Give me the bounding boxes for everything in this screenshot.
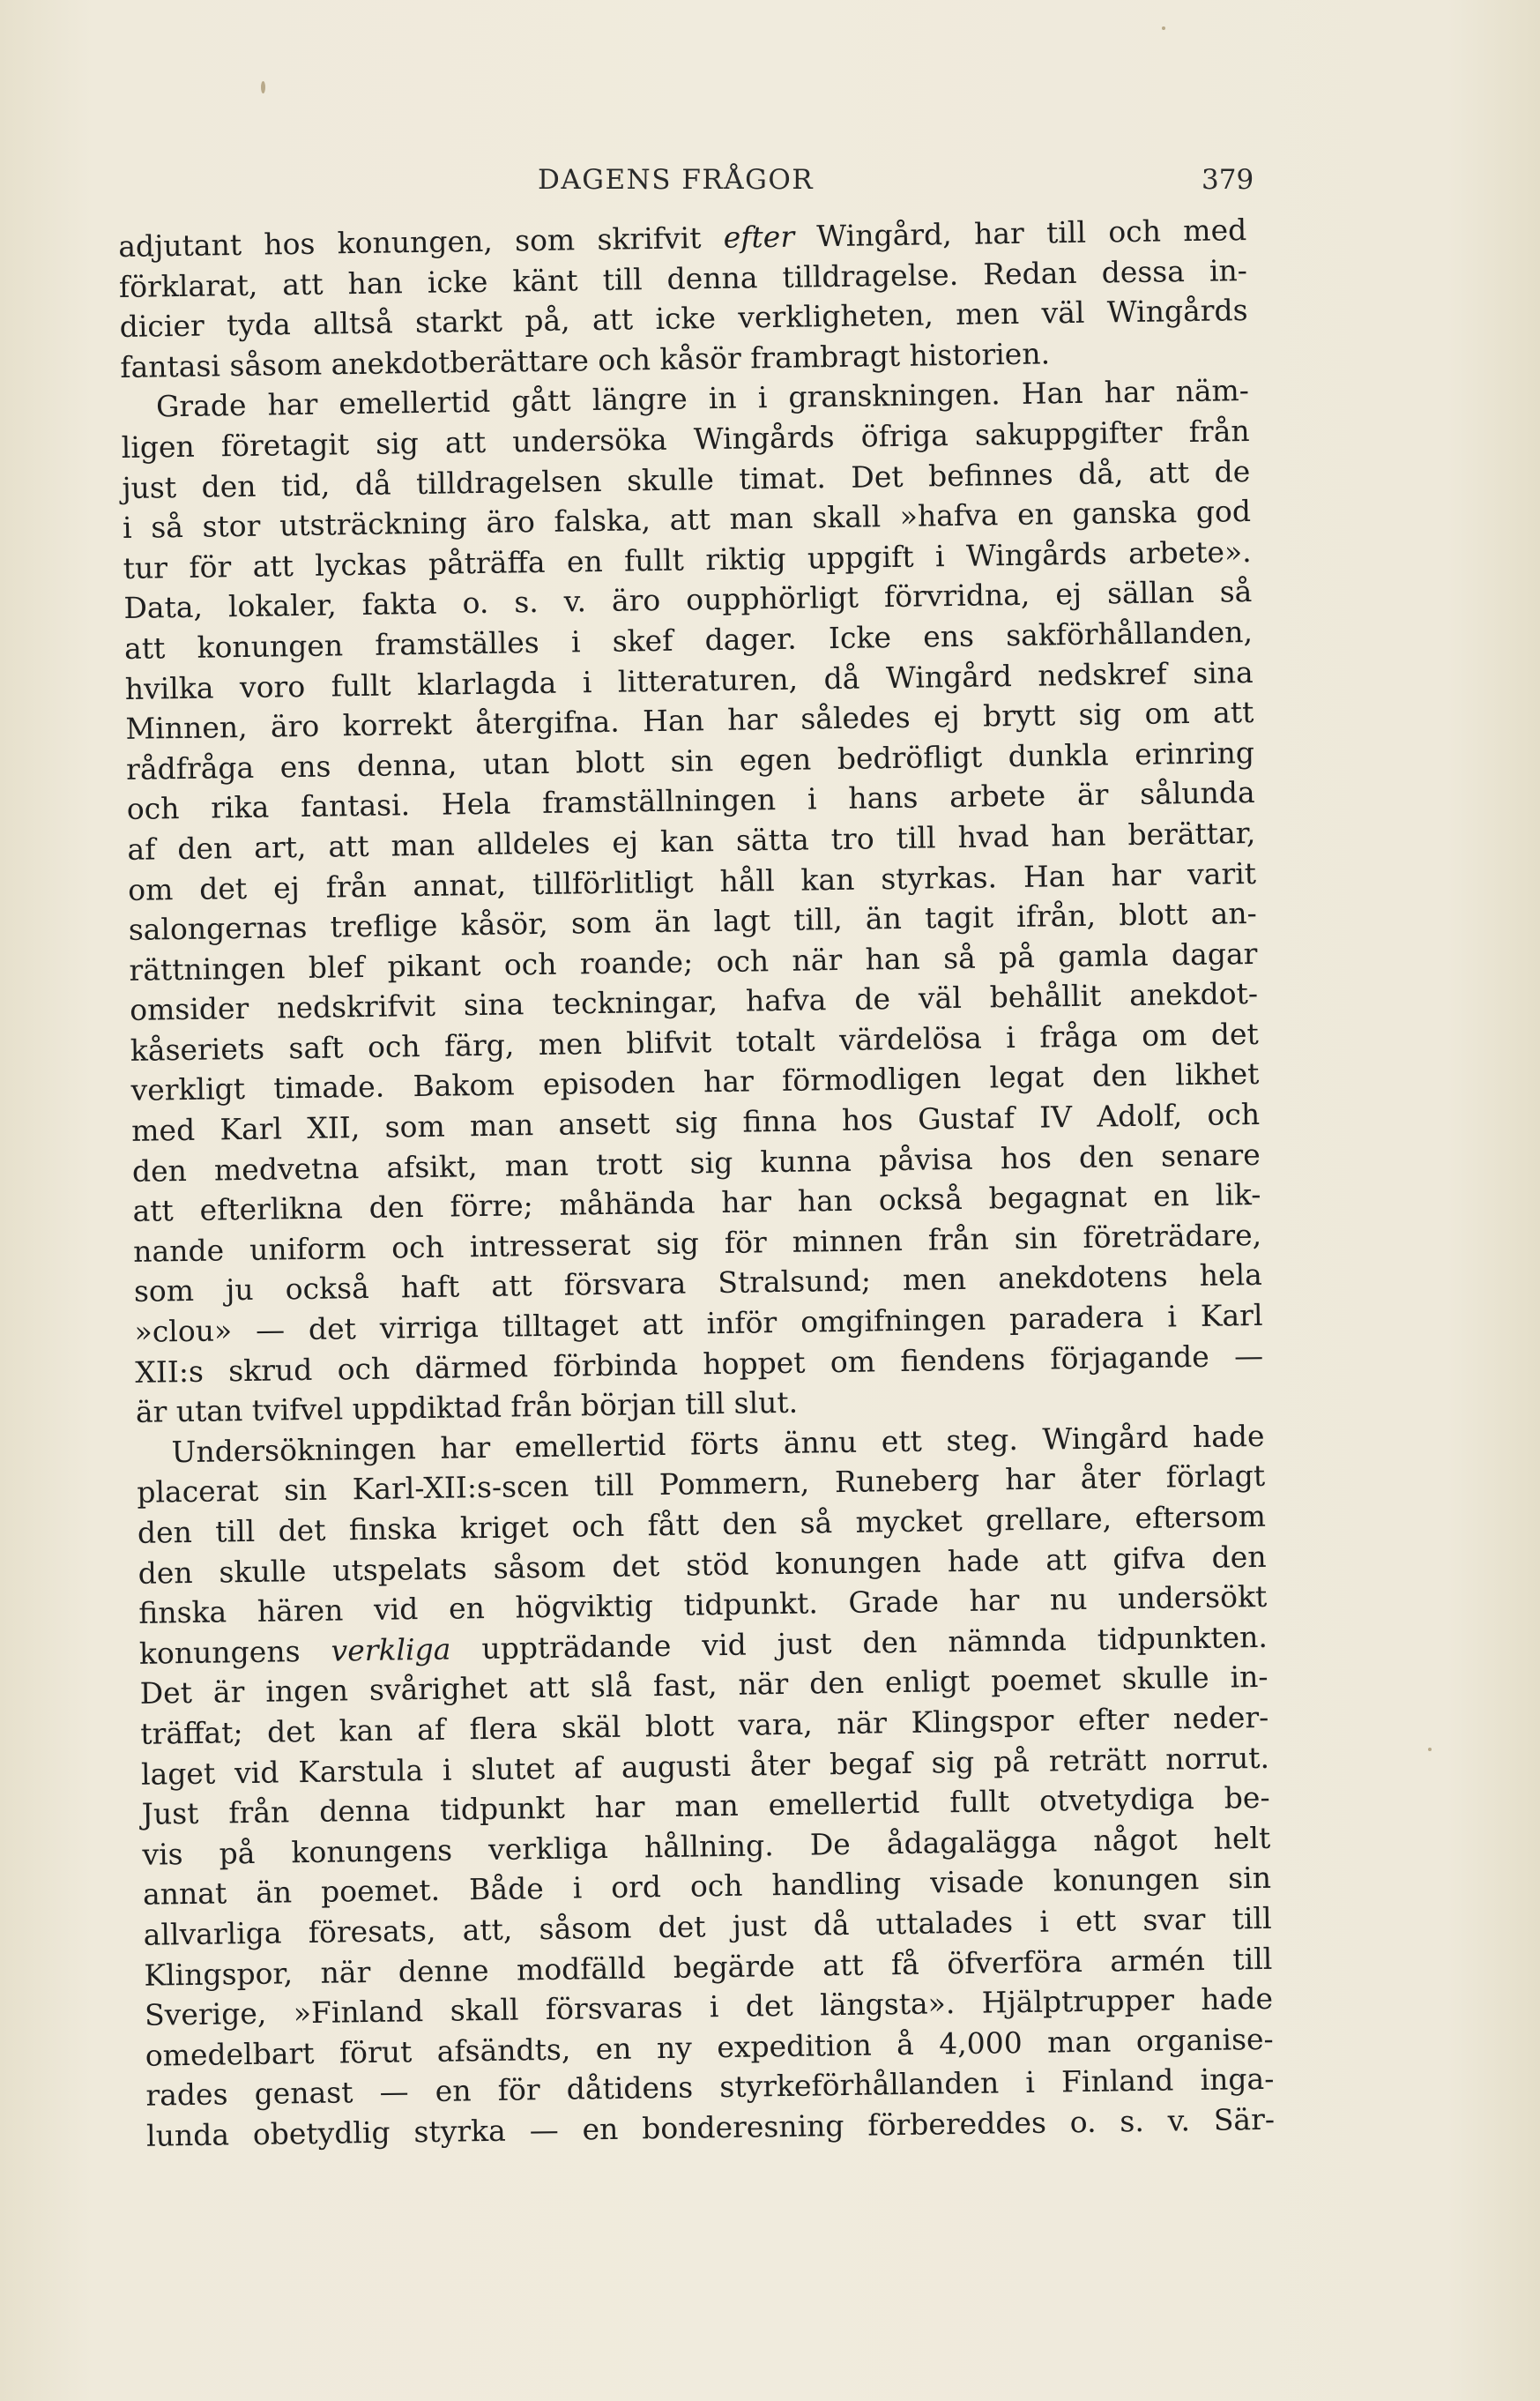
text-segment: uppträdande vid just den nämnda tidpunkten. — [450, 1619, 1268, 1667]
text-segment: vis på konungens verkliga hållning. De ådagalägga något helt — [142, 1820, 1271, 1872]
paper-speck — [261, 81, 265, 93]
text-segment: hvilka voro fullt klarlagda i litteraturen, då Wingård nedskref sina — [124, 654, 1254, 706]
text-segment: fantasi såsom anekdotberättare och kåsör frambragt historien. — [120, 336, 1051, 384]
text-segment: finska hären vid en högviktig tidpunkt. Grade har nu undersökt — [138, 1579, 1268, 1631]
text-segment: rådfråga ens denna, utan blott sin egen bedröfligt dunkla erinring — [125, 734, 1255, 787]
text-segment: allvarliga föresats, att, såsom det just då uttalades i ett svar till — [143, 1900, 1272, 1952]
italic-emphasis: verkliga — [331, 1631, 451, 1668]
text-segment: annat än poemet. Både i ord och handling visade konungen sin — [142, 1860, 1272, 1913]
text-segment: den skulle utspelats såsom det stöd konungen hade att gifva den — [138, 1539, 1267, 1591]
paper-speck — [1162, 26, 1165, 30]
text-segment: förklarat, att han icke känt till denna tilldragelse. Redan dessa in- — [118, 252, 1248, 304]
text-segment: att efterlikna den förre; måhända har han också begagnat en lik- — [132, 1177, 1261, 1229]
text-segment: salongernas treflige kåsör, som än lagt till, än tagit ifrån, blott an- — [128, 896, 1257, 948]
text-segment: »clou» — det virriga tilltaget att inför omgifningen paradera i Karl — [134, 1297, 1263, 1349]
text-segment: och rika fantasi. Hela framställningen i hans arbete är sålunda — [126, 775, 1255, 827]
text-segment: verkligt timade. Bakom episoden har förmodligen legat den likhet — [130, 1056, 1260, 1108]
text-segment: den till det finska kriget och fått den så mycket grellare, eftersom — [137, 1498, 1267, 1550]
italic-emphasis: efter — [723, 219, 795, 255]
page-number: 379 — [1201, 164, 1254, 196]
text-segment: tur för att lyckas påträffa en fullt riktig uppgift i Wingårds arbete». — [123, 533, 1252, 585]
text-segment: af den art, att man alldeles ej kan sätta tro till hvad han berättar, — [127, 815, 1256, 867]
text-segment: laget vid Karstula i slutet af augusti åter begaf sig på reträtt norrut. — [140, 1740, 1270, 1792]
text-segment: omedelbart förut afsändts, en ny expedition å 4,000 man organise- — [145, 2021, 1274, 2073]
text-segment: Sverige, »Finland skall försvaras i det längsta». Hjälptrupper hade — [144, 1980, 1274, 2032]
text-segment: träffat; det kan af flera skäl blott vara, när Klingspor efter neder- — [140, 1699, 1269, 1751]
text-segment: dicier tyda alltså starkt på, att icke verkligheten, men väl Wingårds — [119, 293, 1248, 345]
body-text — [118, 210, 1275, 2156]
text-segment: ligen företagit sig att undersöka Wingårds öfriga sakuppgifter från — [121, 413, 1250, 465]
text-segment: kåseriets saft och färg, men blifvit totalt värdelösa i fråga om det — [130, 1016, 1260, 1068]
running-head: DAGENS FRÅGOR — [538, 164, 815, 196]
text-segment: adjutant hos konungen, som skrifvit — [118, 220, 725, 264]
text-segment: Minnen, äro korrekt återgifna. Han har således ej brytt sig om att — [125, 695, 1254, 747]
text-segment: Det är ingen svårighet att slå fast, när den enligt poemet skulle in- — [139, 1659, 1268, 1711]
text-segment: Data, lokaler, fakta o. s. v. äro oupphörligt förvridna, ej sällan så — [123, 574, 1253, 626]
text-segment: just den tid, då tilldragelsen skulle timat. Det befinnes då, att de — [122, 453, 1251, 505]
text-segment: nande uniform och intresserat sig för minnen från sin företrädare, — [132, 1217, 1262, 1269]
text-segment: Wingård, har till och med — [793, 213, 1247, 254]
page-header — [115, 164, 1261, 208]
text-segment: Grade har emellertid gått längre in i granskningen. Han har näm- — [155, 373, 1250, 424]
text-segment: att konungen framställes i skef dager. Icke ens sakförhållanden, — [123, 614, 1254, 666]
text-segment: rades genast — en för dåtidens styrkeförhållanden i Finland inga- — [145, 2062, 1275, 2114]
text-segment: den medvetna afsikt, man trott sig kunna påvisa hos den senare — [131, 1137, 1261, 1189]
text-segment: XII:s skrud och därmed förbinda hoppet om fiendens förjagande — — [134, 1338, 1264, 1390]
text-segment: konungens — [138, 1633, 331, 1671]
text-segment: omsider nedskrifvit sina teckningar, hafva de väl behållit anekdot- — [129, 976, 1259, 1028]
text-segment: placerat sin Karl-XII:s-scen till Pommern, Runeberg har åter förlagt — [137, 1458, 1266, 1510]
text-segment: om det ej från annat, tillförlitligt håll kan styrkas. Han har varit — [127, 855, 1257, 907]
text-segment: Just från denna tidpunkt har man emellertid fullt otvetydiga be- — [141, 1779, 1270, 1831]
text-segment: med Karl XII, som man ansett sig finna hos Gustaf IV Adolf, och — [130, 1096, 1261, 1148]
text-segment: Klingspor, när denne modfälld begärde att få öfverföra armén till — [144, 1941, 1273, 1993]
text-segment: Undersökningen har emellertid förts ännu ett steg. Wingård hade — [171, 1418, 1265, 1470]
text-segment: som ju också haft att försvara Stralsund; men anekdotens hela — [133, 1257, 1263, 1309]
text-segment: i så stor utsträckning äro falska, att man skall »hafva en ganska god — [122, 494, 1252, 546]
text-segment: rättningen blef pikant och roande; och när han så på gamla dagar — [129, 936, 1258, 988]
text-segment: lunda obetydlig styrka — en bonderesning förbereddes o. s. v. Sär- — [145, 2101, 1276, 2153]
text-segment: är utan tvifvel uppdiktad från början till slut. — [135, 1384, 799, 1430]
paper-speck — [1428, 1748, 1432, 1751]
